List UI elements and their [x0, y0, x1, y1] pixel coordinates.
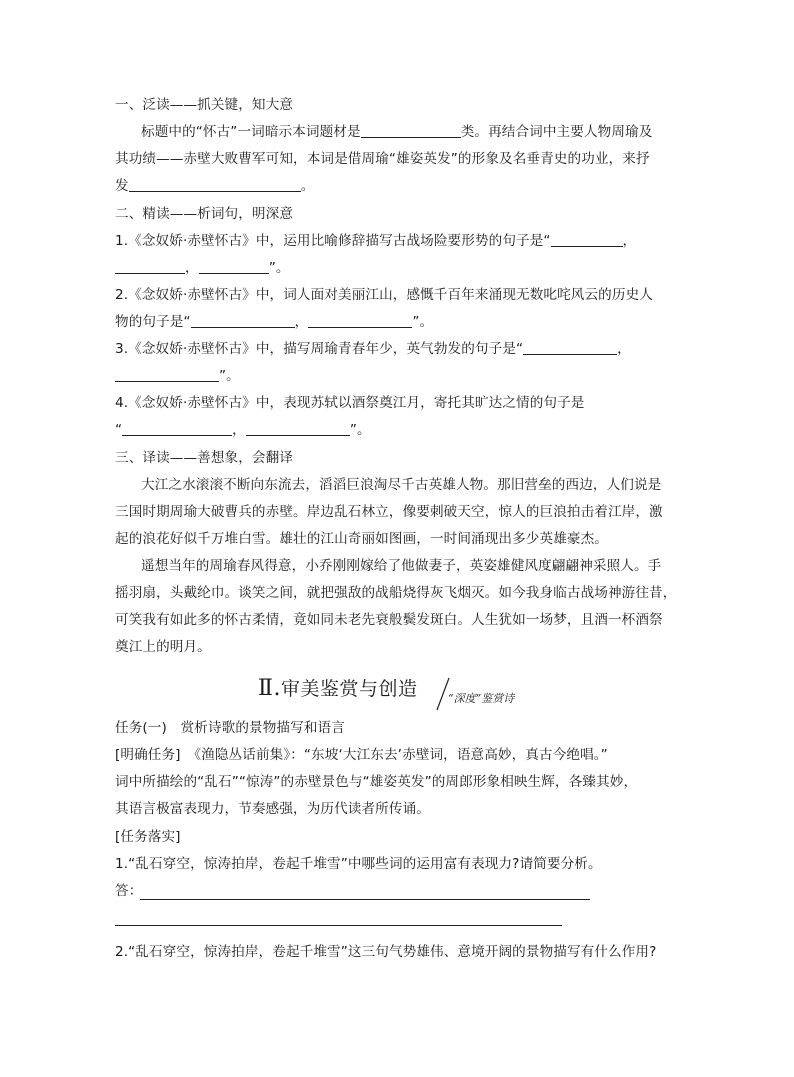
fill-blank[interactable]	[122, 421, 232, 436]
exercise-1: 1.“乱石穿空，惊涛拍岸，卷起千堆雪”中哪些词的运用富有表现力?请简要分析。	[115, 856, 602, 872]
task-goal: 词中所描绘的“乱石”“惊涛”的赤壁景色与“雄姿英发”的周郎形象相映生辉，各臻其妙，	[115, 774, 638, 790]
fill-blank[interactable]	[191, 313, 295, 328]
question-3: 3.《念奴娇·赤壁怀古》中，描写周瑜青春年少，英气勃发的句子是“ ，	[115, 341, 631, 357]
question-1-cont: ， ”。	[115, 259, 290, 277]
translation-line: 可笑我有如此多的怀古柔情，竟如同未老先衰般鬓发斑白。人生犹如一场梦，且酒一杯酒祭	[115, 612, 663, 628]
fill-blank[interactable]	[129, 177, 301, 192]
section-number: Ⅱ.	[258, 676, 281, 701]
heading-close-reading: 二、精读——析词句，明深意	[115, 206, 294, 222]
exercise-2: 2.“乱石穿空，惊涛拍岸，卷起千堆雪”这三句气势雄伟、意境开阔的景物描写有什么作用?	[115, 944, 657, 960]
question-4: 4.《念奴娇·赤壁怀古》中，表现苏轼以酒祭奠江月，寄托其旷达之情的句子是	[115, 395, 585, 411]
translation-line: 奠江上的明月。	[115, 639, 211, 655]
answer-line[interactable]	[140, 899, 590, 900]
question-2: 2.《念奴娇·赤壁怀古》中，词人面对美丽江山，感慨千百年来涌现无数叱咤风云的历史人	[115, 287, 653, 303]
fill-blank[interactable]	[551, 232, 623, 247]
task-goal: [明确任务] 《渔隐丛话前集》：“东坡‘大江东去’赤壁词，语意高妙，真古今绝唱。”	[115, 747, 608, 763]
translation-line: 遥想当年的周瑜春风得意，小乔刚刚嫁给了他做妻子，英姿雄健风度翩翩神采照人。手	[141, 558, 662, 574]
fill-blank[interactable]	[523, 340, 617, 355]
task-practice-label: [任务落实]	[115, 829, 181, 845]
translation-line: 起的浪花好似千万堆白雪。雄壮的江山奇丽如图画，一时间涌现出多少英雄豪杰。	[115, 531, 608, 547]
translation-line: 三国时期周瑜大破曹兵的赤壁。岸边乱石林立，像要刺破天空，惊人的巨浪拍击着江岸，激	[115, 504, 663, 520]
fill-blank[interactable]	[115, 259, 185, 274]
question-4-cont: “ ， ”。	[115, 422, 371, 438]
paragraph-line: 标题中的“怀古”一词暗示本词题材是 类。再结合词中主要人物周瑜及	[141, 124, 653, 140]
paragraph-line: 发 。	[115, 178, 315, 194]
answer-line[interactable]	[115, 925, 562, 926]
question-1: 1.《念奴娇·赤壁怀古》中，运用比喻修辞描写古战场险要形势的句子是“ ，	[115, 233, 637, 249]
question-2-cont: 物的句子是“ ， ”。	[115, 314, 434, 330]
fill-blank[interactable]	[115, 367, 219, 382]
heading-translation: 三、译读——善想象，会翻译	[115, 450, 294, 466]
heading-skim-reading: 一、泛读——抓关键，知大意	[115, 97, 294, 113]
task-title: 任务(一) 赏析诗歌的景物描写和语言	[115, 720, 345, 736]
translation-line: 大江之水滚滚不断向东流去，滔滔巨浪淘尽千古英雄人物。那旧营垒的西边，人们说是	[141, 477, 662, 493]
fill-blank[interactable]	[361, 123, 461, 138]
section-title	[258, 676, 417, 702]
paragraph-line: 其功绩——赤壁大败曹军可知，本词是借周瑜“雄姿英发”的形象及名垂青史的功业，来抒	[115, 151, 650, 167]
question-3-cont: ”。	[115, 367, 240, 385]
fill-blank[interactable]	[246, 421, 350, 436]
fill-blank[interactable]	[199, 259, 269, 274]
translation-line: 摇羽扇，头戴纶巾。谈笑之间，就把强敌的战船烧得灰飞烟灭。如今我身临古战场神游往昔，	[115, 585, 677, 601]
answer-label: 答：	[115, 883, 143, 899]
fill-blank[interactable]	[308, 313, 412, 328]
section-title-text: 审美鉴赏与创造	[280, 678, 418, 700]
section-subtitle: “深度”鉴赏诗	[448, 692, 515, 705]
task-goal: 其语言极富表现力，节奏感强，为历代读者所传诵。	[115, 801, 430, 817]
